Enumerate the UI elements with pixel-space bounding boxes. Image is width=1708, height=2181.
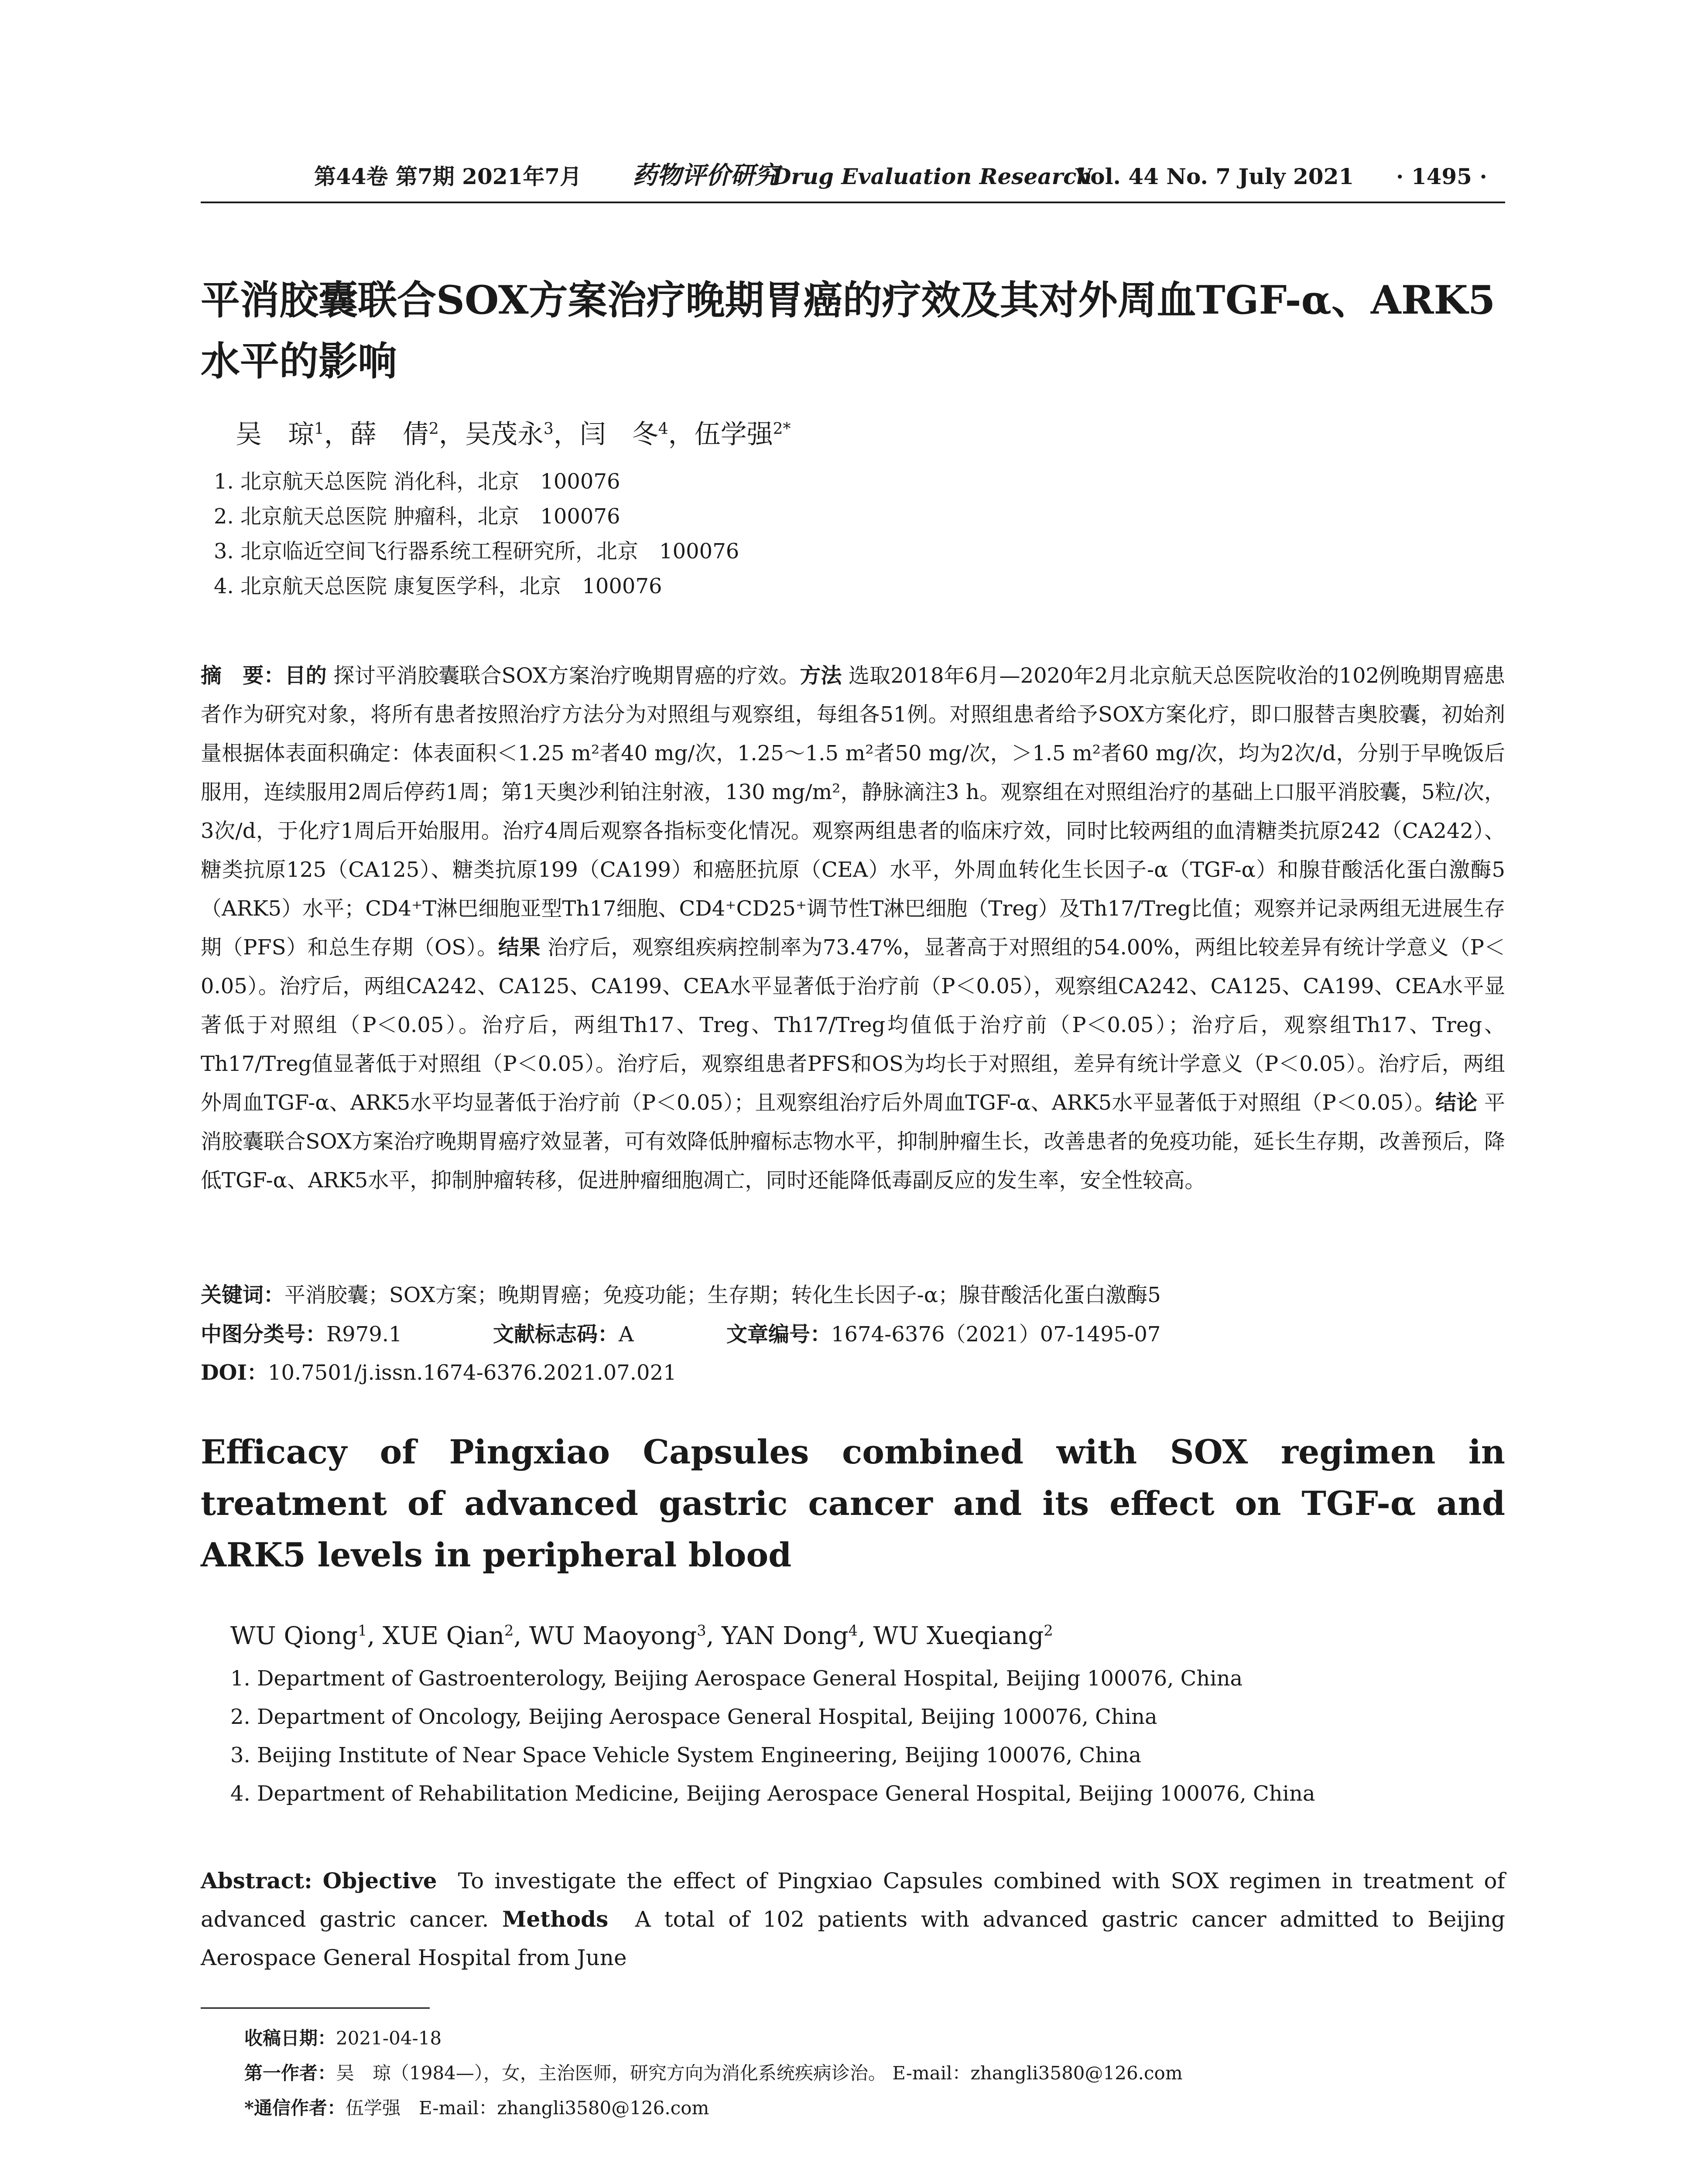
received-value: 2021-04-18 — [336, 2027, 442, 2049]
author-en-affiliation-mark: 2 — [1044, 1622, 1053, 1639]
journal-logo: 药物评价研究 — [633, 161, 779, 190]
doi-label: DOI： — [201, 1361, 268, 1385]
keywords-cn — [201, 1278, 1161, 1308]
doc-code-value: A — [619, 1322, 634, 1347]
first-author-label: 第一作者： — [244, 2062, 336, 2084]
keywords-cn-value: 平消胶囊；SOX方案；晚期胃癌；免疫功能；生存期；转化生长因子-α；腺苷酸活化蛋白激酶5 — [284, 1283, 1161, 1307]
author-en-affiliation-mark: 3 — [697, 1622, 706, 1639]
footnote-rule — [201, 2007, 430, 2009]
author-en-affiliation-mark: 1 — [358, 1622, 367, 1639]
header-rule — [201, 202, 1505, 203]
keywords-cn-label: 关键词： — [201, 1283, 285, 1307]
affiliation-en-3: 3. Beijing Institute of Near Space Vehicle System Engineering, Beijing 100076, China — [230, 1743, 1142, 1767]
authors-en — [230, 1622, 1053, 1650]
author-cn-name: 伍学强 — [694, 419, 773, 450]
author-cn-name: 闫 冬 — [579, 419, 658, 450]
author-cn-separator: ， — [438, 419, 465, 450]
author-cn-separator: ， — [324, 419, 350, 450]
affiliation-en-4: 4. Department of Rehabilitation Medicine, Beijing Aerospace General Hospital, Beijing 100076, China — [230, 1781, 1315, 1806]
objective-cn-text: 探讨平消胶囊联合SOX方案治疗晚期胃癌的疗效。 — [333, 663, 800, 688]
affiliation-en-1: 1. Department of Gastroenterology, Beijing Aerospace General Hospital, Beijing 100076, China — [230, 1666, 1243, 1691]
affiliation-cn-1: 1. 北京航天总医院 消化科，北京 100076 — [214, 469, 620, 494]
results-cn-text: 治疗后，观察组疾病控制率为73.47%，显著高于对照组的54.00%，两组比较差异有统计学意义（P＜0.05）。治疗后，两组CA242、CA125、CA199、CEA水平显著低于治疗前（P＜0.05），观察组CA242、CA125、CA199、CEA水平显著低于对照组（P＜0.05）。治疗后，两组Th17、Treg、Th17/Treg均值低于治疗前（P＜0.05）；治疗后，观察组Th17、Treg、Th17/Treg值显著低于对照组（P＜0.05）。治疗后，观察组患者PFS和OS为均长于对照组，差异有统计学意义（P＜0.05）。治疗后，两组外周血TGF-α、ARK5水平均显著低于治疗前（P＜0.05）；且观察组治疗后外周血TGF-α、ARK5水平显著低于对照组（P＜0.05）。 — [201, 935, 1505, 1115]
author-cn-affiliation-mark: 1 — [314, 420, 324, 438]
author-cn-separator: ， — [553, 419, 580, 450]
abstract-en — [201, 1862, 1505, 1977]
author-cn-name: 薛 倩 — [350, 419, 429, 450]
doi-value[interactable]: 10.7501/j.issn.1674-6376.2021.07.021 — [267, 1361, 677, 1385]
clc-label: 中图分类号： — [201, 1322, 327, 1347]
author-en-separator: , — [706, 1622, 722, 1650]
first-author-value: 吴 琼（1984—），女，主治医师，研究方向为消化系统疾病诊治。 E-mail：zhangli3580@126.com — [336, 2062, 1183, 2084]
author-cn-affiliation-mark: 3 — [543, 420, 554, 438]
corresponding-label: *通信作者： — [244, 2097, 346, 2119]
author-en-separator: , — [858, 1622, 873, 1650]
author-cn-name: 吴 琼 — [236, 419, 314, 450]
author-cn-affiliation-mark: 2* — [773, 420, 791, 438]
author-cn-name: 吴茂永 — [465, 419, 544, 450]
title-cn: 平消胶囊联合SOX方案治疗晚期胃癌的疗效及其对外周血TGF-α、ARK5水平的影响 — [201, 277, 1496, 384]
methods-cn-text: 选取2018年6月—2020年2月北京航天总医院收治的102例晚期胃癌患者作为研究对象，将所有患者按照治疗方法分为对照组与观察组，每组各51例。对照组患者给予SOX方案化疗，即口服替吉奥胶囊，初始剂量根据体表面积确定：体表面积＜1.25 m²者40 mg/次，1.25～1.5 m²者50 mg/次，＞1.5 m²者60 mg/次，均为2次/d，分别于早晚饭后服用，连续服用2周后停药1周；第1天奥沙利铂注射液，130 mg/m²，静脉滴注3 h。观察组在对照组治疗的基础上口服平消胶囊，5粒/次，3次/d，于化疗1周后开始服用。治疗4周后观察各指标变化情况。观察两组患者的临床疗效，同时比较两组的血清糖类抗原242（CA242）、糖类抗原125（CA125）、糖类抗原199（CA199）和癌胚抗原（CEA）水平，外周血转化生长因子-α（TGF-α）和腺苷酸活化蛋白激酶5（ARK5）水平；CD4⁺T淋巴细胞亚型Th17细胞、CD4⁺CD25⁺调节性T淋巴细胞（Treg）及Th17/Treg比值；观察并记录两组无进展生存期（PFS）和总生存期（OS）。 — [201, 663, 1505, 960]
affiliation-en-2: 2. Department of Oncology, Beijing Aerospace General Hospital, Beijing 100076, China — [230, 1705, 1157, 1729]
author-en-name: WU Qiong — [230, 1622, 358, 1650]
author-en-separator: , — [513, 1622, 529, 1650]
methods-cn-label: 方法 — [800, 663, 842, 688]
author-cn-separator: ， — [668, 419, 695, 450]
author-cn-affiliation-mark: 4 — [658, 420, 668, 438]
objective-en-label: Objective — [322, 1868, 437, 1894]
abstract-en-label: Abstract: — [201, 1868, 312, 1894]
header-page-number: · 1495 · — [1396, 164, 1487, 189]
methods-en-text: A total of 102 patients with advanced gastric cancer admitted to Beijing Aerospace General Hospital from June — [201, 1907, 1505, 1970]
title-en: Efficacy of Pingxiao Capsules combined with SOX regimen in treatment of advanced gastric cancer and its effect on TGF-α and ARK5 levels in peripheral blood — [201, 1432, 1505, 1574]
header-issue-cn: 第44卷 第7期 2021年7月 — [314, 164, 582, 189]
abstract-cn-label: 摘 要： — [201, 663, 285, 688]
footnote-corresponding — [244, 2094, 709, 2120]
footnote-first-author — [244, 2059, 1183, 2085]
author-en-name: WU Maoyong — [529, 1622, 697, 1650]
article-number-value: 1674-6376（2021）07-1495-07 — [831, 1322, 1161, 1347]
objective-cn-label: 目的 — [284, 663, 327, 688]
article-number — [726, 1317, 1160, 1347]
doc-code-label: 文献标志码： — [493, 1322, 619, 1347]
clc-value: R979.1 — [326, 1322, 402, 1347]
conclusion-cn-label: 结论 — [1435, 1090, 1478, 1115]
affiliation-cn-4: 4. 北京航天总医院 康复医学科，北京 100076 — [214, 574, 662, 598]
author-cn-affiliation-mark: 2 — [428, 420, 439, 438]
methods-en-label: Methods — [502, 1906, 609, 1932]
corresponding-value: 伍学强 E-mail：zhangli3580@126.com — [345, 2097, 709, 2119]
received-label: 收稿日期： — [244, 2027, 336, 2049]
conclusion-cn-text: 平消胶囊联合SOX方案治疗晚期胃癌疗效显著，可有效降低肿瘤标志物水平，抑制肿瘤生长，改善患者的免疫功能，延长生存期，改善预后，降低TGF-α、ARK5水平，抑制肿瘤转移，促进肿瘤细胞凋亡，同时还能降低毒副反应的发生率，安全性较高。 — [201, 1090, 1505, 1193]
document-code — [493, 1317, 634, 1347]
author-en-name: XUE Qian — [383, 1622, 505, 1650]
footnote-received — [244, 2024, 442, 2050]
article-number-label: 文章编号： — [726, 1322, 832, 1347]
header-journal-en: Drug Evaluation Research — [772, 164, 1092, 189]
authors-cn — [236, 414, 791, 451]
header-issue-en: Vol. 44 No. 7 July 2021 — [1075, 164, 1354, 189]
objective-en-text: To investigate the effect of Pingxiao Capsules combined with SOX regimen in treatment of advanced gastric cancer. — [201, 1868, 1505, 1932]
author-en-affiliation-mark: 4 — [848, 1622, 858, 1639]
affiliation-cn-3: 3. 北京临近空间飞行器系统工程研究所，北京 100076 — [214, 539, 739, 564]
results-cn-label: 结果 — [498, 935, 541, 960]
classification-line — [201, 1317, 402, 1347]
author-en-separator: , — [367, 1622, 383, 1650]
author-en-affiliation-mark: 2 — [504, 1622, 514, 1639]
doi-line — [201, 1356, 677, 1386]
affiliation-cn-2: 2. 北京航天总医院 肿瘤科，北京 100076 — [214, 504, 620, 529]
author-en-name: WU Xueqiang — [873, 1622, 1044, 1650]
abstract-cn — [201, 656, 1505, 1200]
author-en-name: YAN Dong — [722, 1622, 849, 1650]
